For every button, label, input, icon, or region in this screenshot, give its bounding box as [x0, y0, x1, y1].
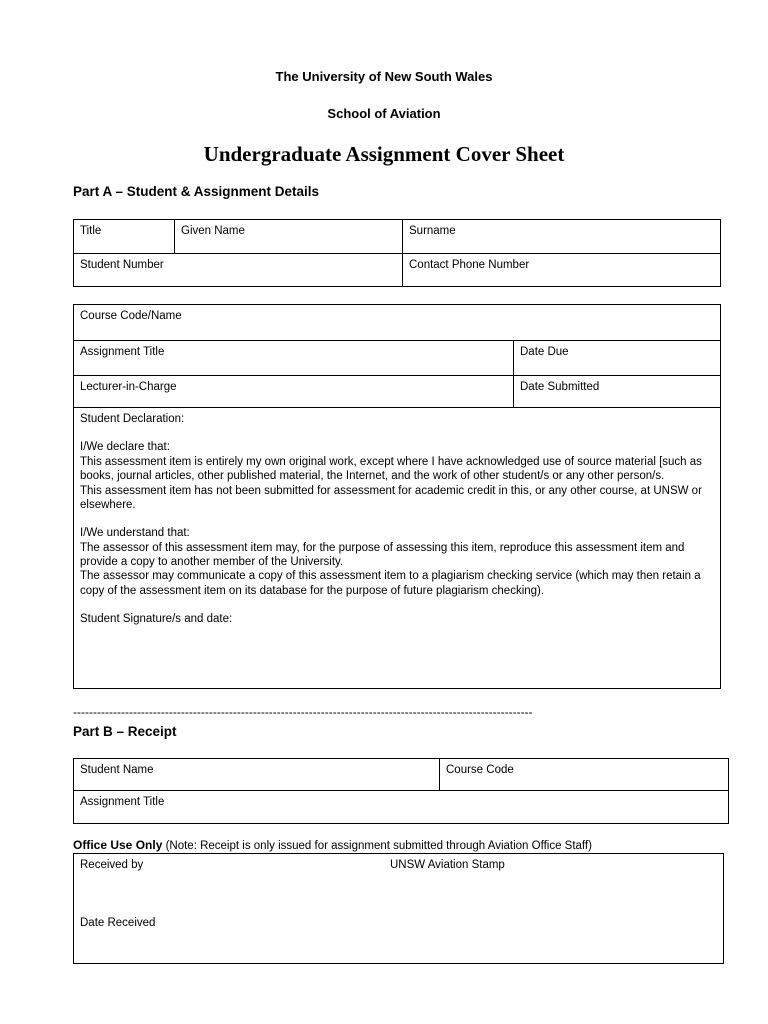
document-title: Undergraduate Assignment Cover Sheet [203, 142, 565, 166]
understand-item-1: The assessor of this assessment item may, for the purpose of assessing this item, reproduce this assessment item and provide a copy to another member of the University. [80, 541, 685, 568]
course-code-field[interactable] [74, 305, 721, 341]
assignment-details-table [73, 304, 721, 689]
assignment-title-field[interactable] [74, 341, 514, 376]
surname-label: Surname [409, 225, 456, 237]
title-label: Title [80, 225, 102, 237]
student-number-label: Student Number [80, 259, 164, 271]
part-a-heading: Part A – Student & Assignment Details [73, 184, 320, 199]
receipt-assignment-title-label: Assignment Title [80, 796, 165, 808]
office-use-note: (Note: Receipt is only issued for assignment submitted through Aviation Office Staff) [165, 840, 592, 852]
contact-phone-label: Contact Phone Number [409, 259, 530, 271]
student-details-table [73, 219, 721, 287]
understand-item-2: The assessor may communicate a copy of this assessment item to a plagiarism checking service (which may then retain a copy of the assessment item on its database for the purpose of future plagiarism checking). [80, 570, 701, 597]
contact-phone-field[interactable] [403, 254, 721, 287]
receipt-student-name-field[interactable] [74, 759, 440, 791]
student-number-field[interactable] [74, 254, 403, 287]
surname-field[interactable] [403, 220, 721, 254]
declaration-heading: Student Declaration: [80, 413, 185, 425]
received-by-label: Received by [80, 859, 144, 871]
declare-item-2: This assessment item has not been submitted for assessment for academic credit in this, or any other course, at UNSW or elsewhere. [80, 484, 702, 511]
university-name: The University of New South Wales [275, 69, 493, 84]
school-name: School of Aviation [327, 106, 441, 121]
date-due-field[interactable] [514, 341, 721, 376]
receipt-course-code-field[interactable] [440, 759, 729, 791]
title-field[interactable] [74, 220, 175, 254]
receipt-student-name-label: Student Name [80, 764, 154, 776]
aviation-stamp-label: UNSW Aviation Stamp [390, 859, 505, 871]
part-b-heading: Part B – Receipt [73, 724, 177, 739]
given-name-field[interactable] [175, 220, 403, 254]
signature-label[interactable]: Student Signature/s and date: [80, 613, 233, 626]
declare-item-1: This assessment item is entirely my own original work, except where I have acknowledged use of source material [such as books, journal articles, other published material, the Internet, and the work of other student/s or any other person/s. [80, 455, 702, 483]
lecturer-label: Lecturer-in-Charge [80, 381, 177, 393]
office-use-table [73, 853, 724, 964]
date-received-label: Date Received [80, 917, 156, 929]
date-submitted-label: Date Submitted [520, 381, 600, 393]
course-code-label: Course Code/Name [80, 310, 182, 322]
office-use-box [74, 854, 724, 964]
office-use-caption [73, 838, 592, 852]
understand-intro: I/We understand that: [80, 527, 190, 540]
date-due-label: Date Due [520, 346, 569, 358]
assignment-title-label: Assignment Title [80, 346, 165, 358]
office-use-label: Office Use Only [73, 838, 163, 852]
student-declaration-box [74, 408, 721, 689]
receipt-table [73, 758, 729, 824]
given-name-label: Given Name [181, 225, 245, 237]
receipt-assignment-title-field[interactable] [74, 791, 729, 824]
date-submitted-field[interactable] [514, 376, 721, 408]
lecturer-field[interactable] [74, 376, 514, 408]
declare-intro: I/We declare that: [80, 441, 170, 454]
receipt-course-code-label: Course Code [446, 764, 514, 776]
cut-line-separator: ------------------------------------------------------------------------------------------------------------------- [73, 705, 533, 719]
